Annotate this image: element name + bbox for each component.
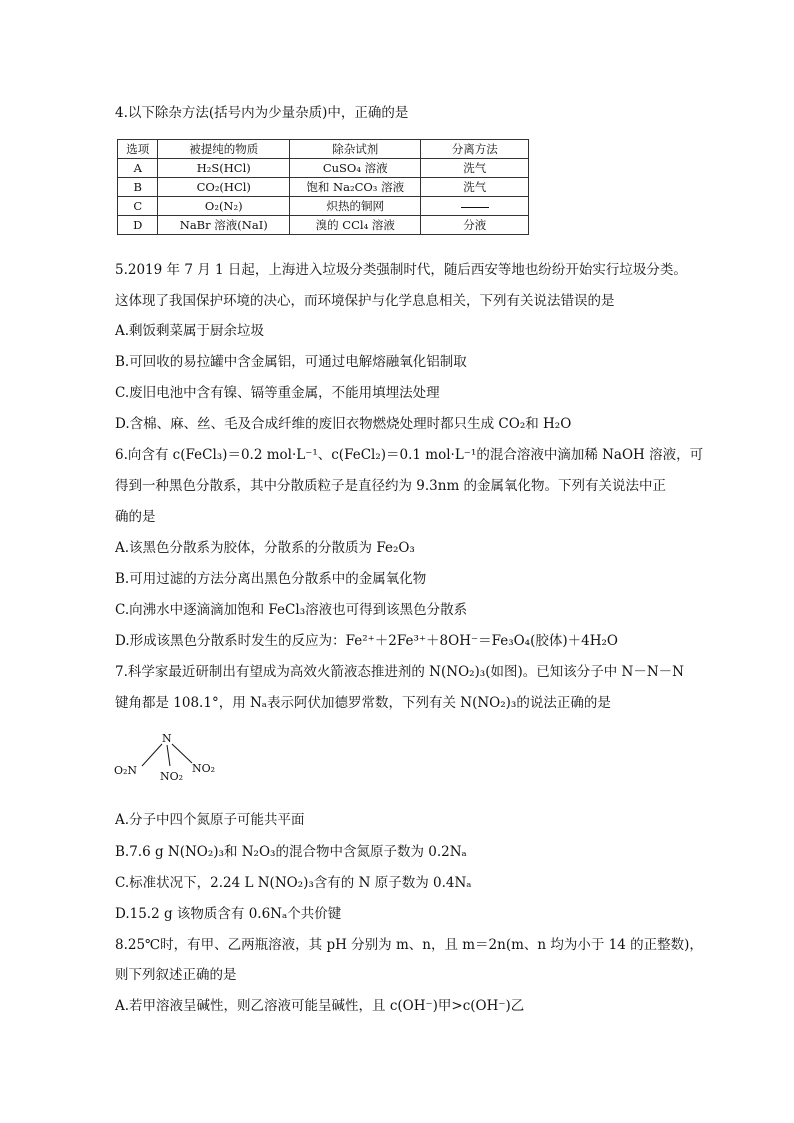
q7-option-d: D.15.2 g 该物质含有 0.6Nₐ个共价键	[115, 906, 342, 922]
table-cell: A	[118, 159, 158, 178]
q7-option-b: B.7.6 g N(NO₂)₃和 N₂O₃的混合物中含氮原子数为 0.2Nₐ	[115, 844, 467, 860]
q6-option-b: B.可用过滤的方法分离出黑色分散系中的金属氧化物	[115, 571, 427, 587]
header-cell: 除杂试剂	[290, 140, 421, 159]
table-cell: B	[118, 178, 158, 197]
table-cell: CuSO₄ 溶液	[290, 159, 421, 178]
table-row	[118, 178, 529, 197]
table-cell: 饱和 Na₂CO₃ 溶液	[290, 178, 421, 197]
q5-option-c: C.废旧电池中含有镍、镉等重金属，不能用填埋法处理	[115, 385, 440, 401]
table-cell: CO₂(HCl)	[158, 178, 290, 197]
q4-table	[117, 139, 529, 235]
table-cell: O₂(N₂)	[158, 197, 290, 216]
bond-right	[172, 744, 192, 763]
table-cell: D	[118, 216, 158, 235]
molecule-structure-figure	[112, 730, 232, 790]
q7-stem-line-1: 7.科学家最近研制出有望成为高效火箭液态推进剂的 N(NO₂)₃(如图)。已知该分子中 N－N－N	[115, 664, 684, 680]
table-cell: 洗气	[421, 159, 529, 178]
q6-option-c: C.向沸水中逐滴滴加饱和 FeCl₃溶液也可得到该黑色分散系	[115, 602, 468, 618]
q8-option-a: A.若甲溶液呈碱性，则乙溶液可能呈碱性，且 c(OH⁻)甲>c(OH⁻)乙	[115, 998, 525, 1014]
q5-option-d: D.含棉、麻、丝、毛及合成纤维的废旧衣物燃烧处理时都只生成 CO₂和 H₂O	[115, 416, 572, 432]
table-cell: 溴的 CCl₄ 溶液	[290, 216, 421, 235]
q6-option-d: D.形成该黑色分散系时发生的反应为：Fe²⁺＋2Fe³⁺＋8OH⁻＝Fe₃O₄(胶体)＋4H₂O	[115, 633, 618, 649]
table-cell: 分液	[421, 216, 529, 235]
q5-stem-line-2: 这体现了我国保护环境的决心，而环境保护与化学息息相关，下列有关说法错误的是	[115, 293, 615, 309]
table-cell: C	[118, 197, 158, 216]
q5-stem-line-1: 5.2019 年 7 月 1 日起，上海进入垃圾分类强制时代，随后西安等地也纷纷开始实行垃圾分类。	[115, 262, 687, 278]
bond-bottom	[167, 745, 170, 766]
q8-stem-line-2: 则下列叙述正确的是	[115, 967, 237, 983]
header-cell: 选项	[118, 140, 158, 159]
molecule-bottom-group: NO₂	[160, 770, 184, 783]
molecule-right-group: NO₂	[192, 762, 216, 775]
q7-option-c: C.标准状况下，2.24 L N(NO₂)₃含有的 N 原子数为 0.4Nₐ	[115, 875, 472, 891]
q5-option-a: A.剩饭剩菜属于厨余垃圾	[115, 323, 265, 339]
q6-stem-line-1: 6.向含有 c(FeCl₃)＝0.2 mol·L⁻¹、c(FeCl₂)＝0.1 mol·L⁻¹的混合溶液中滴加稀 NaOH 溶液，可	[115, 447, 704, 463]
q6-stem-line-3: 确的是	[115, 509, 156, 525]
table-cell: NaBr 溶液(NaI)	[158, 216, 290, 235]
table-cell: 炽热的铜网	[290, 197, 421, 216]
q8-stem-line-1: 8.25℃时，有甲、乙两瓶溶液，其 pH 分别为 m、n，且 m＝2n(m、n 均为小于 14 的正整数)，	[115, 937, 703, 953]
header-cell: 被提纯的物质	[158, 140, 290, 159]
q6-stem-line-2: 得到一种黑色分散系，其中分散质粒子是直径约为 9.3nm 的金属氧化物。下列有关说法中正	[115, 478, 667, 494]
bond-left	[142, 744, 162, 766]
table-row	[118, 159, 529, 178]
header-cell: 分离方法	[421, 140, 529, 159]
dash-line	[461, 207, 489, 208]
table-header-row	[118, 140, 529, 159]
q5-option-b: B.可回收的易拉罐中含金属铝，可通过电解熔融氧化铝制取	[115, 354, 467, 370]
molecule-center-atom: N	[162, 732, 172, 745]
table-row	[118, 216, 529, 235]
molecule-left-group: O₂N	[114, 764, 138, 777]
q7-stem-line-2: 键角都是 108.1°，用 Nₐ表示阿伏加德罗常数，下列有关 N(NO₂)₃的说法正确的是	[115, 695, 611, 711]
q7-option-a: A.分子中四个氮原子可能共平面	[115, 812, 305, 828]
table-row	[118, 197, 529, 216]
table-cell-dash	[421, 197, 529, 216]
q4-title: 4.以下除杂方法(括号内为少量杂质)中，正确的是	[115, 105, 409, 121]
q6-option-a: A.该黑色分散系为胶体，分散系的分散质为 Fe₂O₃	[115, 540, 415, 556]
table-cell: H₂S(HCl)	[158, 159, 290, 178]
table-cell: 洗气	[421, 178, 529, 197]
